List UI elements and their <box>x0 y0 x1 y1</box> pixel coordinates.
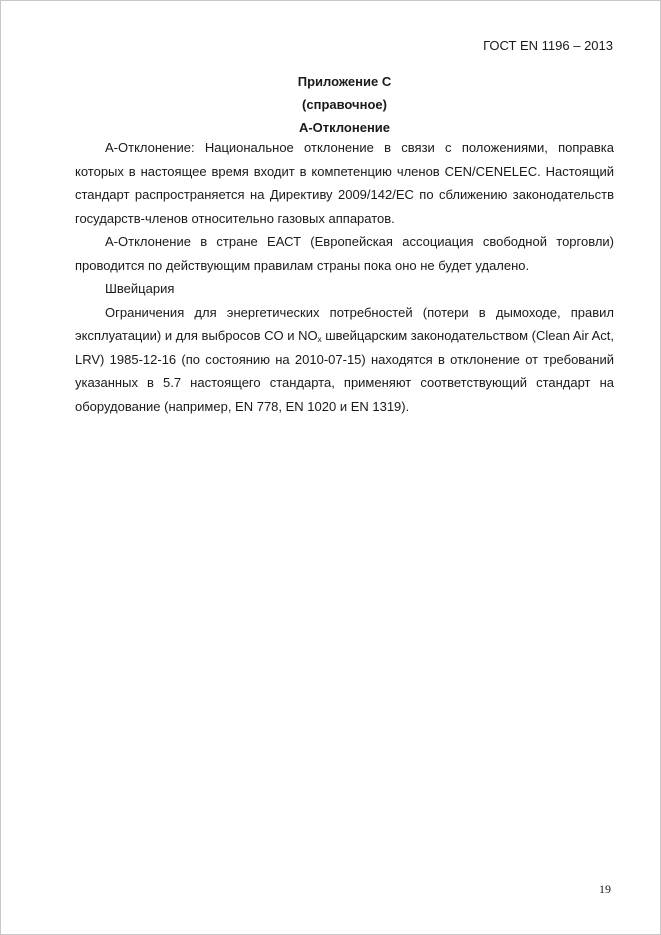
country-heading: Швейцария <box>105 281 175 296</box>
document-header: ГОСТ EN 1196 – 2013 <box>483 38 613 53</box>
nox-subscript: x <box>317 335 322 344</box>
paragraph-1: А-Отклонение: Национальное отклонение в связи с положениями, поправка которых в настоящее время входит в компетенцию членов CEN/CENELEC. Настоящий стандарт распространяется на Директиву 2009/142/ЕС по сближению законодательств государств-членов относительно газовых аппаратов. <box>75 140 614 226</box>
body-text <box>75 136 614 418</box>
paragraph-3-end: швейцарским законодательством (Clean Air Act, LRV) 1985-12-16 (по состоянию на 2010-07-15) находятся в отклонение от требований указанных в 5.7 настоящего стандарта, применяют соответствующий стандарт на оборудование (например, EN 778, EN 1020 и EN 1319). <box>75 328 615 414</box>
paragraph-3-start: Ограничения для энергетических потребностей (потери в дымоходе, правил эксплуатации) и для выбросов CO и NO <box>75 304 614 343</box>
paragraph-3 <box>75 301 614 419</box>
page-number: 19 <box>599 882 611 896</box>
annex-title: А-Отклонение <box>298 120 391 135</box>
annex-type: (справочное) <box>302 97 387 112</box>
paragraph-2: А-Отклонение в стране ЕАСТ (Европейская ассоциация свободной торговли) проводится по действующим правилам страны пока оно не будет удалено. <box>75 234 614 273</box>
annex-headings <box>75 70 614 139</box>
annex-label: Приложение C <box>297 74 392 89</box>
